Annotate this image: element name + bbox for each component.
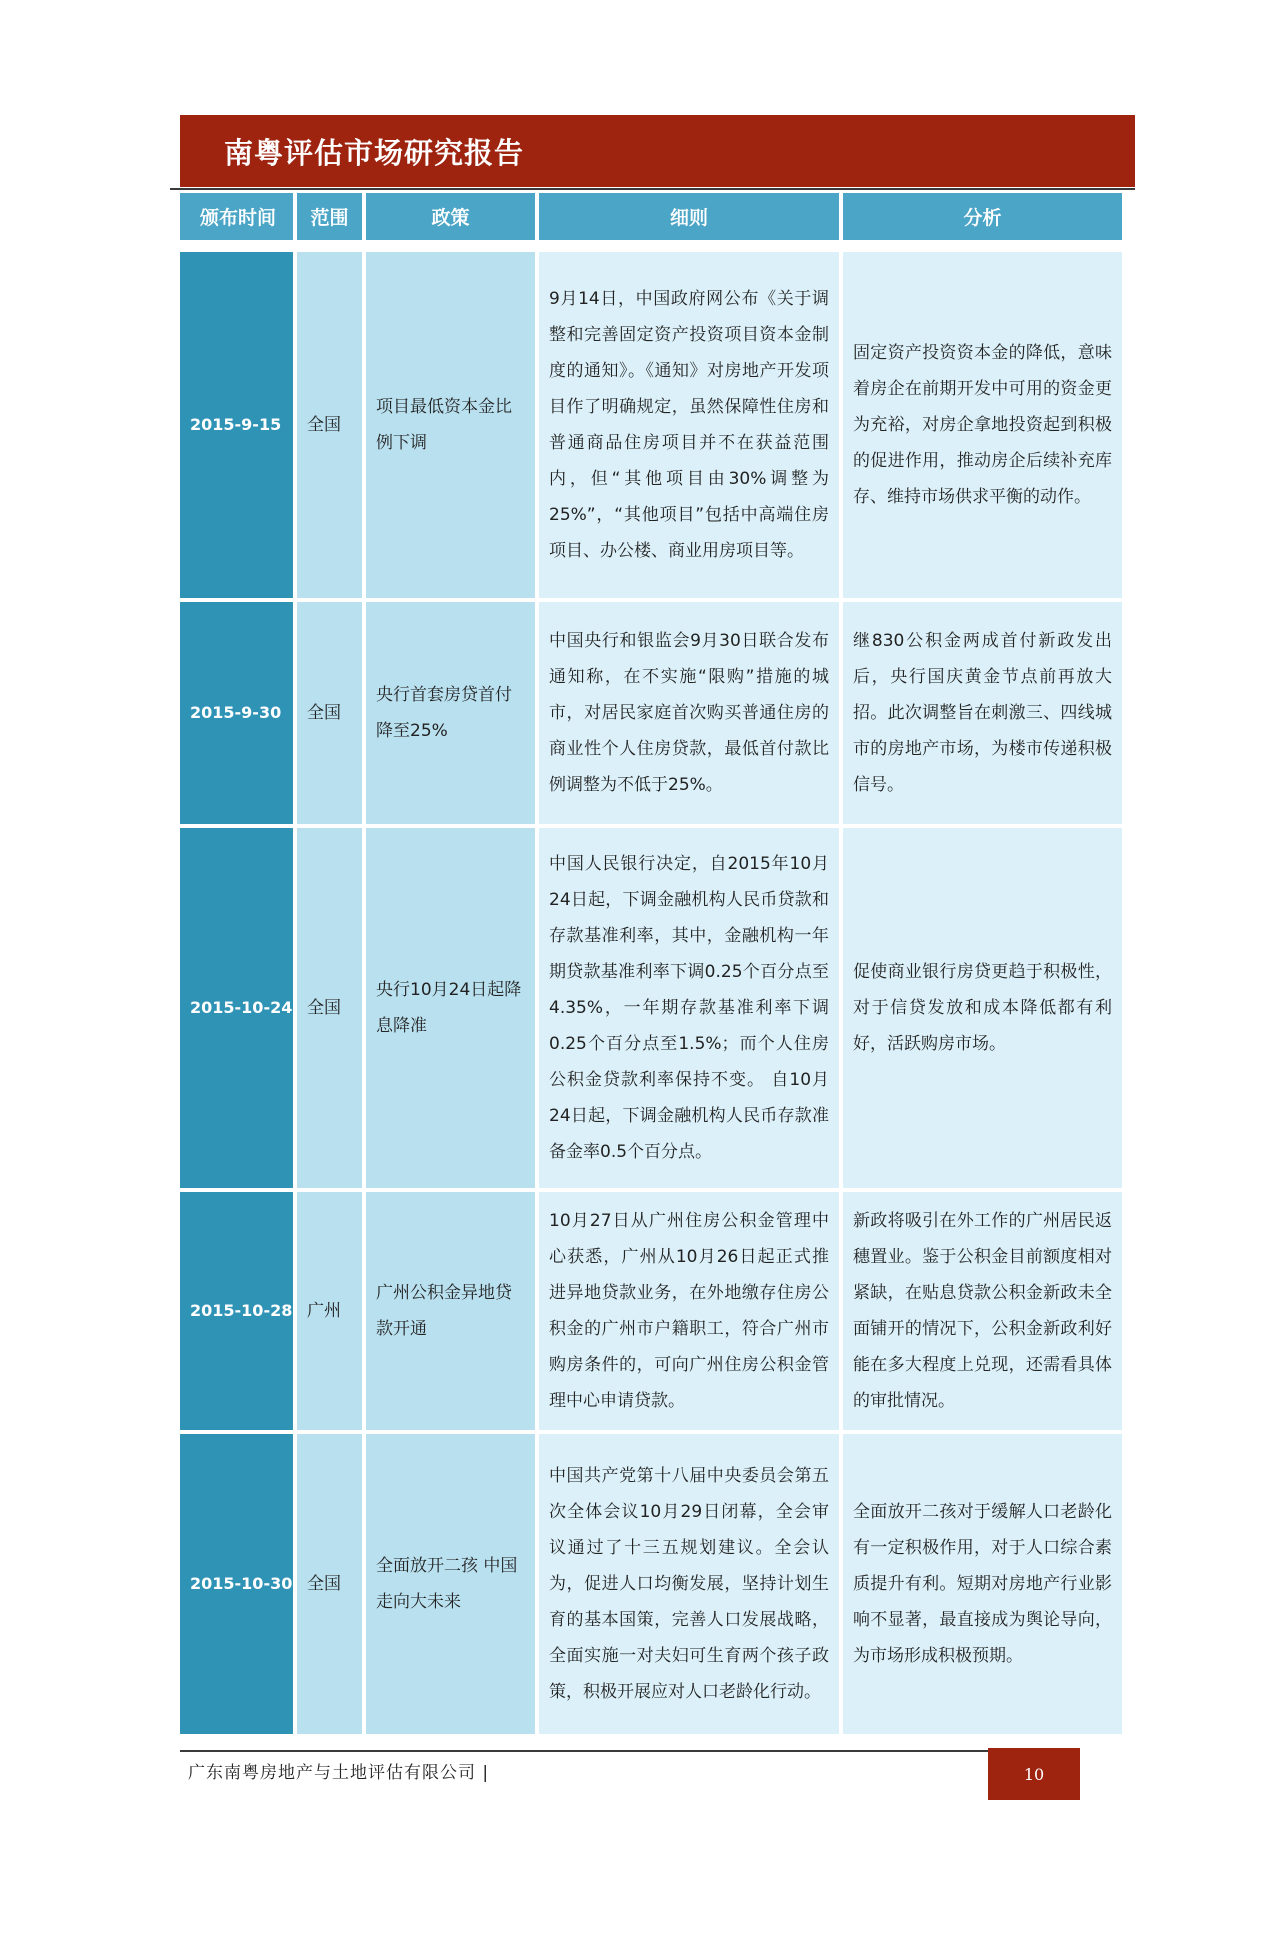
cell-detail: 9月14日，中国政府网公布《关于调整和完善固定资产投资项目资本金制度的通知》。《通知》对房地产开发项目作了明确规定，虽然保障性住房和普通商品住房项目并不在获益范围内，但“其他项目由30%调整为25%”，“其他项目”包括中高端住房项目、办公楼、商业用房项目等。 (539, 252, 839, 598)
header-divider (170, 188, 1135, 190)
cell-policy: 央行10月24日起降息降准 (366, 828, 535, 1188)
table-row (180, 252, 1130, 598)
page-number: 10 (1023, 1764, 1045, 1784)
cell-date: 2015-10-28 (180, 1192, 293, 1430)
column-header-date: 颁布时间 (180, 193, 293, 240)
cell-policy: 全面放开二孩 中国走向大未来 (366, 1434, 535, 1734)
cell-analysis: 新政将吸引在外工作的广州居民返穗置业。鉴于公积金目前额度相对紧缺，在贴息贷款公积金新政未全面铺开的情况下，公积金新政利好能在多大程度上兑现，还需看具体的审批情况。 (843, 1192, 1122, 1430)
cell-analysis: 促使商业银行房贷更趋于积极性，对于信贷发放和成本降低都有利好，活跃购房市场。 (843, 828, 1122, 1188)
detail-paragraph: 自10月24日起，下调金融机构人民币存款准备金率0.5个百分点。 (549, 1070, 830, 1162)
table-header (180, 193, 1130, 240)
cell-detail: 中国央行和银监会9月30日联合发布通知称，在不实施“限购”措施的城市，对居民家庭首次购买普通住房的商业性个人住房贷款，最低首付款比例调整为不低于25%。 (539, 602, 839, 824)
footer-divider (180, 1750, 1080, 1752)
cell-scope: 全国 (297, 828, 362, 1188)
column-header-policy: 政策 (366, 193, 535, 240)
cell-scope: 全国 (297, 602, 362, 824)
cell-date: 2015-9-15 (180, 252, 293, 598)
cell-scope: 广州 (297, 1192, 362, 1430)
table-row (180, 828, 1130, 1188)
table-row (180, 1192, 1130, 1430)
cell-policy: 央行首套房贷首付降至25% (366, 602, 535, 824)
policy-table (180, 193, 1130, 1734)
column-header-detail: 细则 (539, 193, 839, 240)
report-title: 南粤评估市场研究报告 (224, 136, 525, 170)
page-number-box (988, 1748, 1080, 1800)
header-gap (180, 240, 1130, 248)
cell-policy: 广州公积金异地贷款开通 (366, 1192, 535, 1430)
cell-date: 2015-10-24 (180, 828, 293, 1188)
cell-analysis: 固定资产投资资本金的降低，意味着房企在前期开发中可用的资金更为充裕，对房企拿地投资起到积极的促进作用，推动房企后续补充库存、维持市场供求平衡的动作。 (843, 252, 1122, 598)
column-header-scope: 范围 (297, 193, 362, 240)
cell-analysis: 继830公积金两成首付新政发出后，央行国庆黄金节点前再放大招。此次调整旨在刺激三、四线城市的房地产市场，为楼市传递积极信号。 (843, 602, 1122, 824)
report-banner (180, 115, 1135, 187)
cell-date: 2015-10-30 (180, 1434, 293, 1734)
cell-detail: 中国共产党第十八届中央委员会第五次全体会议10月29日闭幕，全会审议通过了十三五规划建议。全会认为，促进人口均衡发展，坚持计划生育的基本国策，完善人口发展战略，全面实施一对夫妇可生育两个孩子政策，积极开展应对人口老龄化行动。 (539, 1434, 839, 1734)
table-row (180, 1434, 1130, 1734)
cell-detail: 10月27日从广州住房公积金管理中心获悉，广州从10月26日起正式推进异地贷款业务，在外地缴存住房公积金的广州市户籍职工，符合广州市购房条件的，可向广州住房公积金管理中心申请贷款。 (539, 1192, 839, 1430)
column-header-analysis: 分析 (843, 193, 1122, 240)
cell-scope: 全国 (297, 252, 362, 598)
detail-paragraph: 中国人民银行决定，自2015年10月24日起，下调金融机构人民币贷款和存款基准利率，其中，金融机构一年期贷款基准利率下调0.25个百分点至4.35%，一年期存款基准利率下调0.25个百分点至1.5%；而个人住房公积金贷款利率保持不变。 (549, 854, 829, 1090)
footer-company: 广东南粤房地产与土地评估有限公司 | (188, 1763, 490, 1783)
cell-analysis: 全面放开二孩对于缓解人口老龄化有一定积极作用，对于人口综合素质提升有利。短期对房地产行业影响不显著，最直接成为舆论导向，为市场形成积极预期。 (843, 1434, 1122, 1734)
cell-date: 2015-9-30 (180, 602, 293, 824)
table-row (180, 602, 1130, 824)
cell-policy: 项目最低资本金比例下调 (366, 252, 535, 598)
cell-detail (539, 828, 839, 1188)
cell-scope: 全国 (297, 1434, 362, 1734)
